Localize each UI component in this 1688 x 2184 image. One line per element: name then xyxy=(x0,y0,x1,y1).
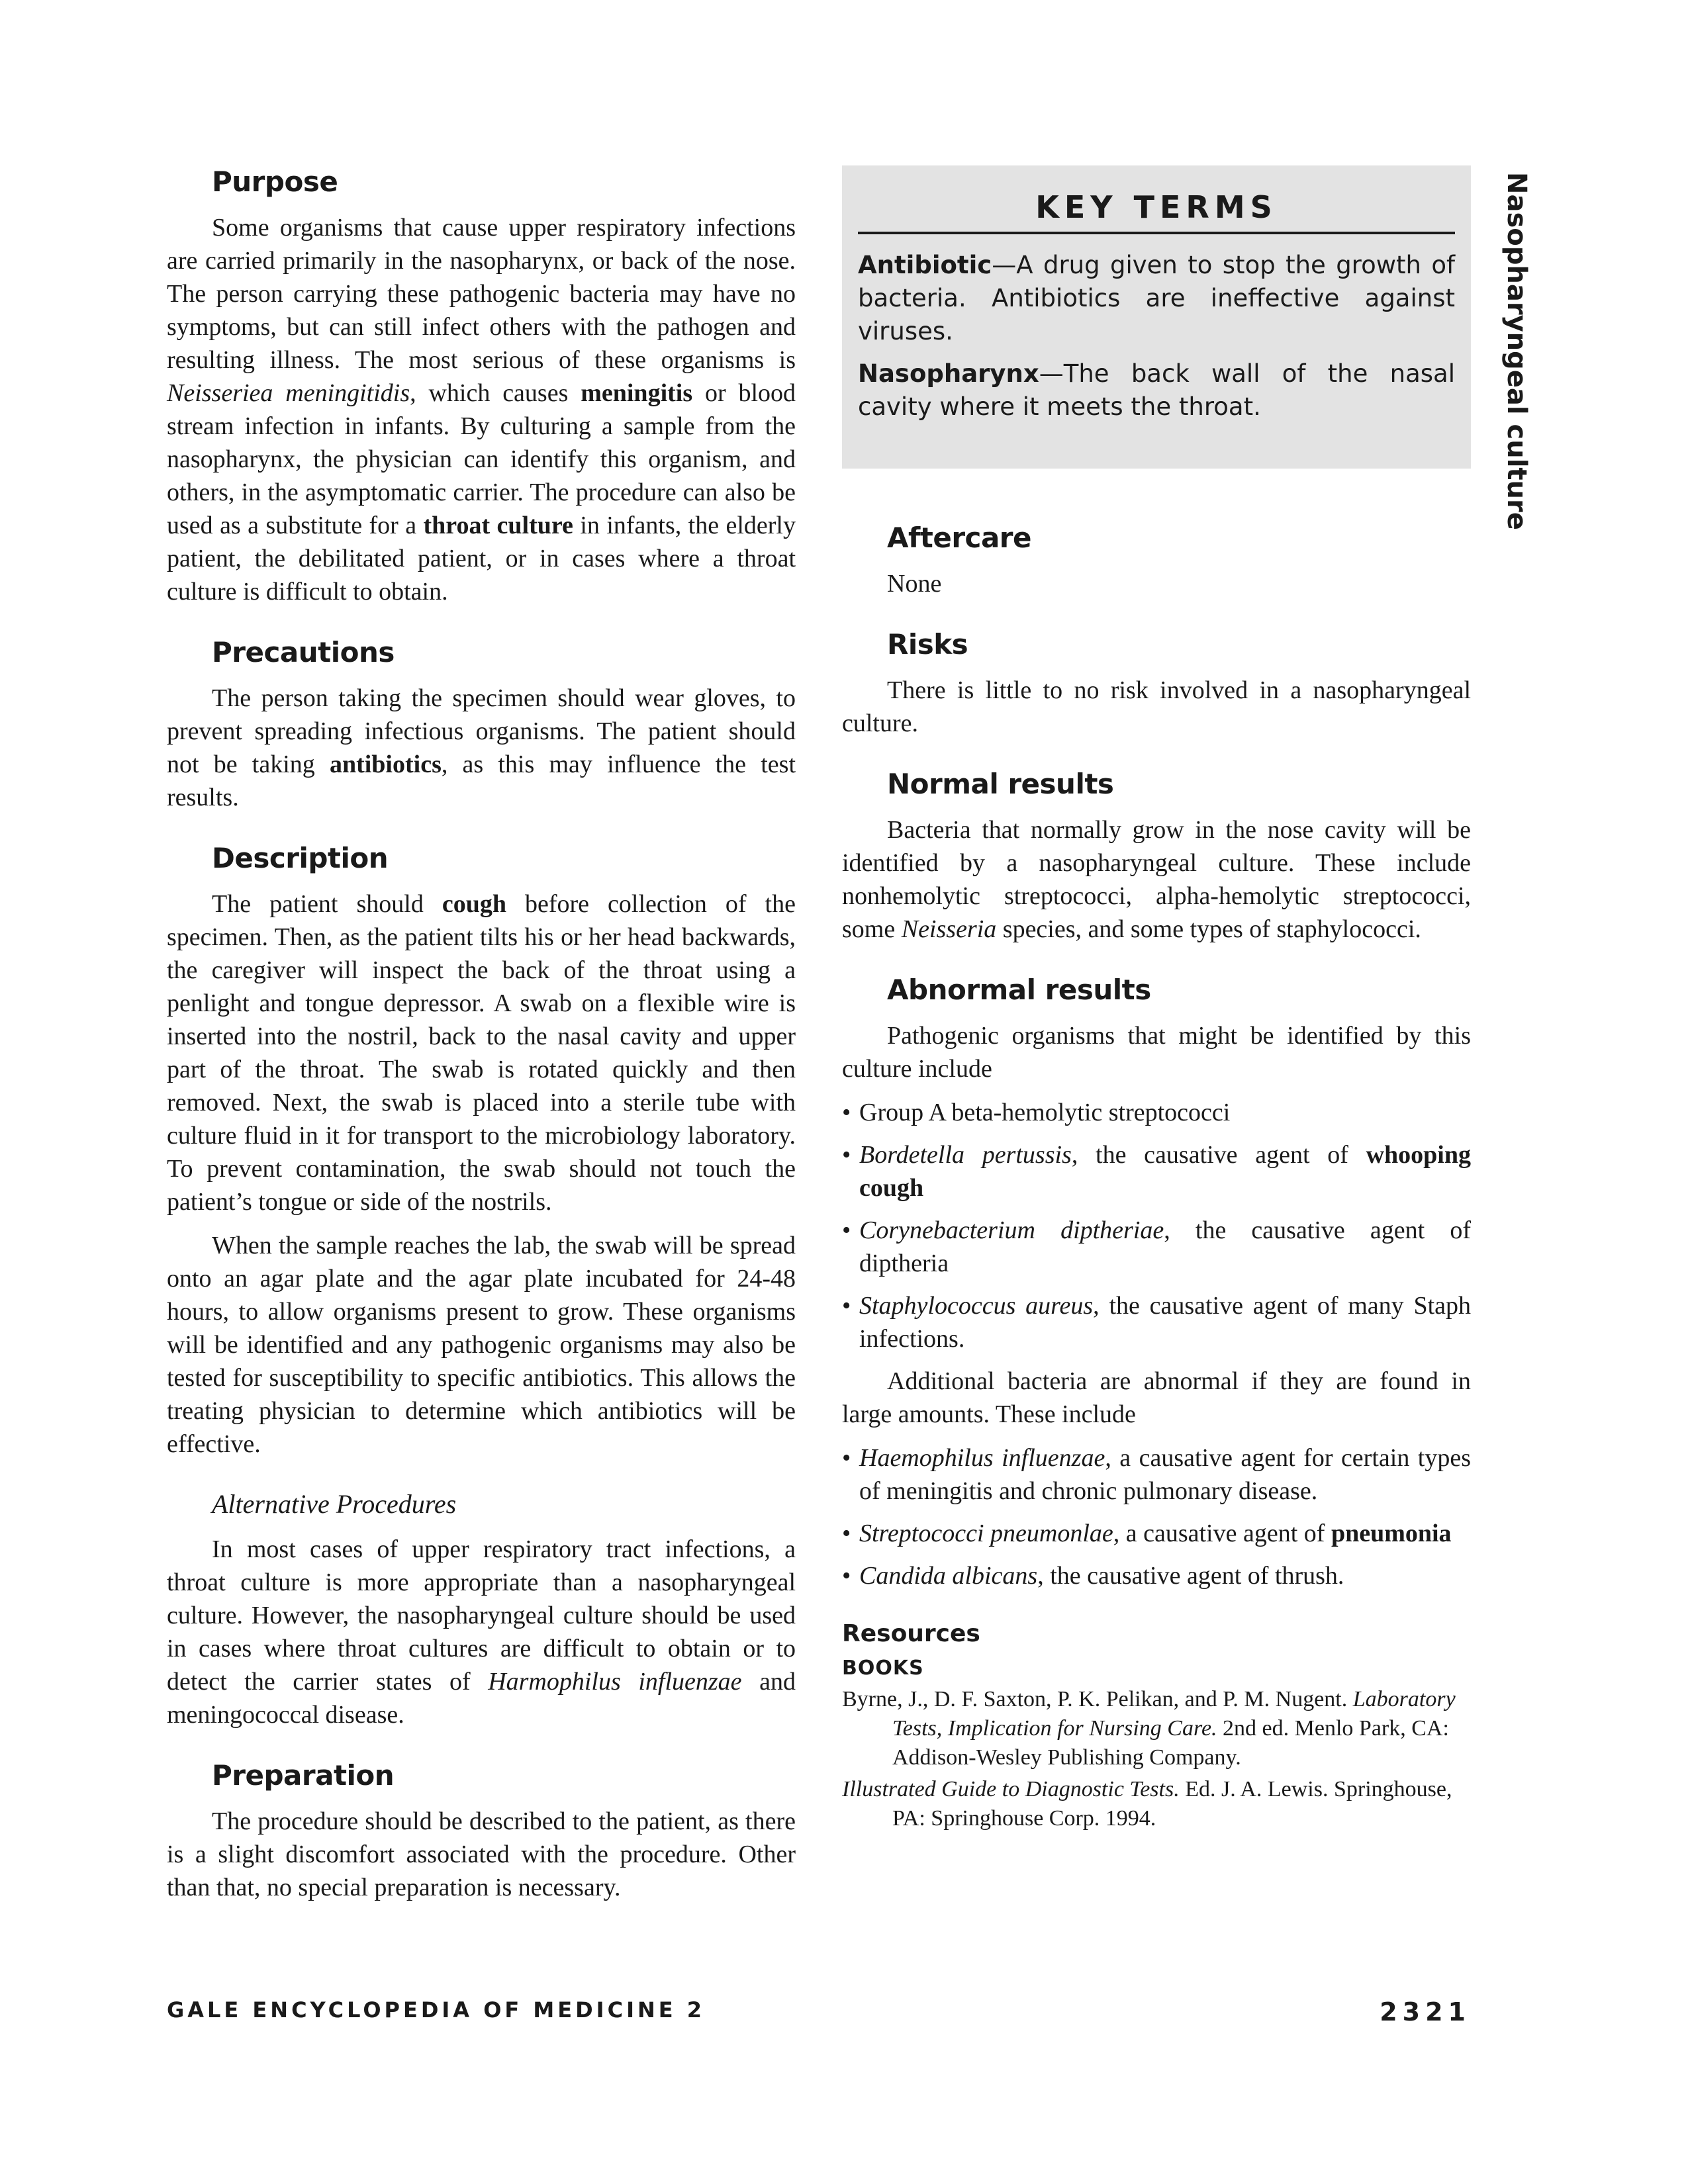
alternative-procedures-heading: Alternative Procedures xyxy=(212,1489,457,1519)
link-antibiotics[interactable]: antibiotics xyxy=(329,751,442,778)
precautions-paragraph: The person taking the specimen should wear gloves, to prevent spreading infectious organisms. The patient should not be taking antibiotics, as this may influence the test results. xyxy=(167,684,796,811)
key-term-nasopharynx: Nasopharynx—The back wall of the nasal cavity where it meets the throat. xyxy=(858,359,1455,421)
preparation-heading: Preparation xyxy=(212,1759,395,1792)
key-terms-box xyxy=(842,165,1471,469)
risks-heading: Risks xyxy=(887,628,968,660)
organism-name: Harmophilus influenzae xyxy=(488,1668,742,1696)
description-section xyxy=(167,842,796,1731)
risks-paragraph: There is little to no risk involved in a nasopharyngeal culture. xyxy=(842,676,1471,737)
abnormal-results-heading: Abnormal results xyxy=(887,974,1151,1006)
list-item: • Corynebacterium diptheriae, the causative agent of diptheria xyxy=(842,1214,1471,1280)
right-column xyxy=(842,165,1471,1836)
books-subheading: BOOKS xyxy=(842,1657,924,1680)
purpose-heading: Purpose xyxy=(212,165,338,198)
preparation-section xyxy=(167,1759,796,1904)
description-heading: Description xyxy=(212,842,389,874)
aftercare-heading: Aftercare xyxy=(887,522,1031,554)
normal-results-heading: Normal results xyxy=(887,768,1114,800)
purpose-paragraph: Some organisms that cause upper respiratory infections are carried primarily in the nasopharynx, or back of the nose. The person carrying these pathogenic bacteria may have no symptoms, but can still infect others with the pathogen and resulting illness. The most serious of these organisms is Neisseriea meningitidis, which causes meningitis or blood stream infection in infants. By culturing a sample from the nasopharynx, the physician can identify this organism, and others, in the asymptomatic carrier. The procedure can also be used as a substitute for a throat culture in infants, the elderly patient, the debilitated patient, or in cases where a throat culture is difficult to obtain. xyxy=(167,214,796,606)
list-item: • Group A beta-hemolytic streptococci xyxy=(842,1096,1471,1129)
list-item: • Bordetella pertussis, the causative agent of whooping cough xyxy=(842,1138,1471,1205)
list-item: • Haemophilus influenzae, a causative agent for certain types of meningitis and chronic pulmonary disease. xyxy=(842,1441,1471,1508)
aftercare-section xyxy=(842,522,1471,600)
abnormal-results-paragraph-1: Pathogenic organisms that might be identified by this culture include xyxy=(842,1022,1471,1083)
reference-entry: Illustrated Guide to Diagnostic Tests. Ed. J. A. Lewis. Springhouse, PA: Springhouse Corp. 1994. xyxy=(842,1777,1452,1831)
purpose-section xyxy=(167,165,796,608)
key-terms-heading: KEY TERMS xyxy=(858,189,1455,234)
list-item: • Staphylococcus aureus, the causative agent of many Staph infections. xyxy=(842,1289,1471,1355)
organism-name: Neisseria xyxy=(901,915,997,943)
abnormal-results-section xyxy=(842,974,1471,1592)
abnormal-results-paragraph-2: Additional bacteria are abnormal if they are found in large amounts. These include xyxy=(842,1367,1471,1428)
key-term-antibiotic: Antibiotic—A drug given to stop the growth of bacteria. Antibiotics are ineffective against viruses. xyxy=(858,251,1455,345)
list-item: • Streptococci pneumonlae, a causative agent of pneumonia xyxy=(842,1517,1471,1550)
description-paragraph-2: When the sample reaches the lab, the swab will be spread onto an agar plate and the agar plate incubated for 24-48 hours, to allow organisms present to grow. These organisms will be identified and any pathogenic organisms may also be tested for susceptibility to specific antibiotics. This allows the treating physician to determine which antibiotics will be effective. xyxy=(167,1232,796,1458)
alternative-procedures-paragraph: In most cases of upper respiratory tract infections, a throat culture is more appropriate than a nasopharyngeal culture. However, the nasopharyngeal culture should be used in cases where throat cultures are difficult to obtain or to detect the carrier states of Harmophilus influenzae and meningococcal disease. xyxy=(167,1535,796,1729)
reference-entry: Byrne, J., D. F. Saxton, P. K. Pelikan, and P. M. Nugent. Laboratory Tests, Implication for Nursing Care. 2nd ed. Menlo Park, CA: Addison-Wesley Publishing Company. xyxy=(842,1687,1456,1770)
publication-title: GALE ENCYCLOPEDIA OF MEDICINE 2 xyxy=(167,1997,706,2023)
precautions-heading: Precautions xyxy=(212,636,395,668)
list-item: • Candida albicans, the causative agent of thrush. xyxy=(842,1559,1471,1592)
resources-heading: Resources xyxy=(842,1620,980,1647)
large-amount-bacteria-list xyxy=(842,1441,1471,1592)
link-whooping-cough[interactable]: whooping cough xyxy=(859,1141,1471,1202)
preparation-paragraph: The procedure should be described to the patient, as there is a slight discomfort associated with the procedure. Other than that, no special preparation is necessary. xyxy=(167,1807,796,1901)
normal-results-paragraph: Bacteria that normally grow in the nose cavity will be identified by a nasopharyngeal culture. These include nonhemolytic streptococci, alpha-hemolytic streptococci, some Neisseria species, and some types of staphylococci. xyxy=(842,816,1471,943)
description-paragraph-1: The patient should cough before collection of the specimen. Then, as the patient tilts his or her head backwards, the caregiver will inspect the back of the throat using a penlight and tongue depressor. A swab on a flexible wire is inserted into the nostril, back to the nasal cavity and upper part of the throat. The swab is rotated quickly and then removed. Next, the swab is placed into a sterile tube with culture fluid in it for transport to the microbiology laboratory. To prevent contamination, the swab should not touch the patient’s tongue or side of the nostrils. xyxy=(167,890,796,1216)
link-throat-culture[interactable]: throat culture xyxy=(423,512,573,539)
left-column xyxy=(167,165,796,1932)
risks-section xyxy=(842,628,1471,740)
running-head: Nasopharyngeal culture xyxy=(1501,172,1532,530)
resources-section xyxy=(842,1620,1471,1833)
link-meningitis[interactable]: meningitis xyxy=(581,379,693,407)
pathogen-list xyxy=(842,1096,1471,1355)
aftercare-paragraph: None xyxy=(887,570,942,598)
normal-results-section xyxy=(842,768,1471,946)
page-number: 2321 xyxy=(1380,1997,1471,2026)
precautions-section xyxy=(167,636,796,814)
link-cough[interactable]: cough xyxy=(442,890,506,918)
organism-name: Neisseriea meningitidis xyxy=(167,379,410,407)
link-pneumonia[interactable]: pneumonia xyxy=(1331,1520,1452,1547)
